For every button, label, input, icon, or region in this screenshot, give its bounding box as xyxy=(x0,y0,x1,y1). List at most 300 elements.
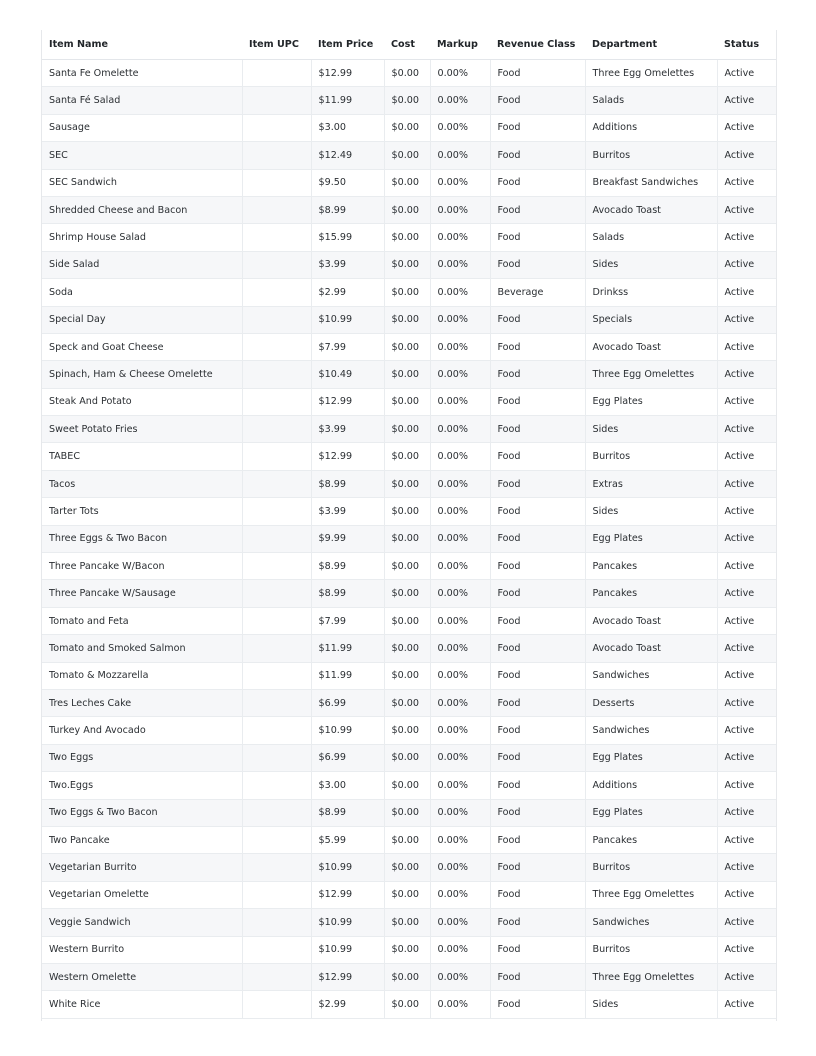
cell-revenue-class: Food xyxy=(490,936,585,963)
cell-item-name: Soda xyxy=(42,279,242,306)
cell-revenue-class: Food xyxy=(490,662,585,689)
cell-status: Active xyxy=(717,361,776,388)
cell-cost: $0.00 xyxy=(384,60,430,87)
table-row[interactable] xyxy=(42,169,776,196)
cell-status: Active xyxy=(717,388,776,415)
table-row[interactable] xyxy=(42,498,776,525)
cell-cost: $0.00 xyxy=(384,881,430,908)
cell-status: Active xyxy=(717,881,776,908)
cell-department: Pancakes xyxy=(585,826,717,853)
cell-cost: $0.00 xyxy=(384,717,430,744)
cell-item-upc xyxy=(242,525,311,552)
cell-department: Specials xyxy=(585,306,717,333)
cell-markup: 0.00% xyxy=(430,553,490,580)
cell-markup: 0.00% xyxy=(430,306,490,333)
table-body xyxy=(42,60,776,1019)
column-header-item-name[interactable]: Item Name xyxy=(42,30,242,60)
header-row xyxy=(42,30,776,60)
cell-markup: 0.00% xyxy=(430,87,490,114)
cell-revenue-class: Food xyxy=(490,799,585,826)
cell-cost: $0.00 xyxy=(384,744,430,771)
cell-markup: 0.00% xyxy=(430,142,490,169)
cell-item-upc xyxy=(242,251,311,278)
cell-cost: $0.00 xyxy=(384,416,430,443)
cell-department: Sandwiches xyxy=(585,662,717,689)
cell-revenue-class: Food xyxy=(490,196,585,223)
cell-status: Active xyxy=(717,717,776,744)
cell-revenue-class: Food xyxy=(490,963,585,990)
cell-item-name: Vegetarian Omelette xyxy=(42,881,242,908)
cell-revenue-class: Food xyxy=(490,744,585,771)
cell-status: Active xyxy=(717,963,776,990)
cell-status: Active xyxy=(717,142,776,169)
cell-status: Active xyxy=(717,553,776,580)
cell-item-name: Two Pancake xyxy=(42,826,242,853)
cell-item-name: Two Eggs & Two Bacon xyxy=(42,799,242,826)
table-row[interactable] xyxy=(42,826,776,853)
cell-status: Active xyxy=(717,306,776,333)
cell-item-name: Shredded Cheese and Bacon xyxy=(42,196,242,223)
cell-status: Active xyxy=(717,114,776,141)
cell-item-name: Vegetarian Burrito xyxy=(42,854,242,881)
cell-revenue-class: Food xyxy=(490,525,585,552)
cell-cost: $0.00 xyxy=(384,333,430,360)
cell-revenue-class: Food xyxy=(490,87,585,114)
cell-item-upc xyxy=(242,388,311,415)
cell-department: Additions xyxy=(585,114,717,141)
cell-status: Active xyxy=(717,826,776,853)
cell-department: Pancakes xyxy=(585,580,717,607)
cell-item-price: $12.49 xyxy=(311,142,384,169)
cell-department: Breakfast Sandwiches xyxy=(585,169,717,196)
cell-item-price: $5.99 xyxy=(311,826,384,853)
cell-status: Active xyxy=(717,443,776,470)
cell-item-name: Western Omelette xyxy=(42,963,242,990)
cell-status: Active xyxy=(717,744,776,771)
column-header-revenue-class[interactable]: Revenue Class xyxy=(490,30,585,60)
cell-department: Egg Plates xyxy=(585,799,717,826)
cell-markup: 0.00% xyxy=(430,772,490,799)
table-row[interactable] xyxy=(42,306,776,333)
cell-cost: $0.00 xyxy=(384,388,430,415)
cell-revenue-class: Food xyxy=(490,635,585,662)
cell-status: Active xyxy=(717,635,776,662)
cell-revenue-class: Food xyxy=(490,251,585,278)
cell-revenue-class: Food xyxy=(490,60,585,87)
cell-status: Active xyxy=(717,689,776,716)
cell-markup: 0.00% xyxy=(430,936,490,963)
cell-item-upc xyxy=(242,114,311,141)
table-row[interactable] xyxy=(42,799,776,826)
cell-item-price: $7.99 xyxy=(311,333,384,360)
cell-item-name: Santa Fe Omelette xyxy=(42,60,242,87)
column-header-item-price[interactable]: Item Price xyxy=(311,30,384,60)
cell-revenue-class: Food xyxy=(490,443,585,470)
cell-item-price: $10.99 xyxy=(311,717,384,744)
cell-markup: 0.00% xyxy=(430,881,490,908)
cell-markup: 0.00% xyxy=(430,662,490,689)
cell-item-upc xyxy=(242,142,311,169)
cell-revenue-class: Food xyxy=(490,470,585,497)
cell-department: Three Egg Omelettes xyxy=(585,881,717,908)
cell-cost: $0.00 xyxy=(384,498,430,525)
cell-item-upc xyxy=(242,443,311,470)
cell-item-name: Tres Leches Cake xyxy=(42,689,242,716)
cell-markup: 0.00% xyxy=(430,60,490,87)
table-row[interactable] xyxy=(42,936,776,963)
cell-status: Active xyxy=(717,251,776,278)
cell-cost: $0.00 xyxy=(384,635,430,662)
table-row[interactable] xyxy=(42,87,776,114)
cell-status: Active xyxy=(717,416,776,443)
cell-item-price: $10.99 xyxy=(311,854,384,881)
cell-item-name: Tomato and Feta xyxy=(42,607,242,634)
cell-markup: 0.00% xyxy=(430,909,490,936)
cell-department: Burritos xyxy=(585,936,717,963)
cell-revenue-class: Food xyxy=(490,607,585,634)
cell-item-upc xyxy=(242,772,311,799)
cell-item-upc xyxy=(242,361,311,388)
table-row[interactable] xyxy=(42,416,776,443)
column-header-cost[interactable]: Cost xyxy=(384,30,430,60)
table-row[interactable] xyxy=(42,60,776,87)
cell-cost: $0.00 xyxy=(384,251,430,278)
cell-item-name: Sweet Potato Fries xyxy=(42,416,242,443)
cell-revenue-class: Food xyxy=(490,881,585,908)
table-row[interactable] xyxy=(42,361,776,388)
cell-item-price: $11.99 xyxy=(311,662,384,689)
cell-department: Sides xyxy=(585,498,717,525)
cell-item-upc xyxy=(242,279,311,306)
cell-item-price: $8.99 xyxy=(311,553,384,580)
cell-cost: $0.00 xyxy=(384,689,430,716)
cell-markup: 0.00% xyxy=(430,799,490,826)
table-row[interactable] xyxy=(42,251,776,278)
cell-revenue-class: Food xyxy=(490,909,585,936)
cell-cost: $0.00 xyxy=(384,224,430,251)
cell-item-price: $10.99 xyxy=(311,936,384,963)
cell-item-name: Speck and Goat Cheese xyxy=(42,333,242,360)
cell-cost: $0.00 xyxy=(384,361,430,388)
cell-item-name: Two Eggs xyxy=(42,744,242,771)
cell-markup: 0.00% xyxy=(430,196,490,223)
cell-department: Avocado Toast xyxy=(585,196,717,223)
cell-department: Salads xyxy=(585,87,717,114)
cell-revenue-class: Food xyxy=(490,854,585,881)
cell-status: Active xyxy=(717,224,776,251)
table-row[interactable] xyxy=(42,553,776,580)
cell-cost: $0.00 xyxy=(384,279,430,306)
cell-markup: 0.00% xyxy=(430,635,490,662)
table-header xyxy=(42,30,776,60)
cell-department: Three Egg Omelettes xyxy=(585,963,717,990)
table-row[interactable] xyxy=(42,279,776,306)
table-row[interactable] xyxy=(42,224,776,251)
cell-item-name: Three Eggs & Two Bacon xyxy=(42,525,242,552)
table-row[interactable] xyxy=(42,963,776,990)
cell-item-name: SEC Sandwich xyxy=(42,169,242,196)
table-row[interactable] xyxy=(42,443,776,470)
cell-revenue-class: Food xyxy=(490,498,585,525)
cell-markup: 0.00% xyxy=(430,744,490,771)
cell-item-price: $12.99 xyxy=(311,443,384,470)
cell-department: Desserts xyxy=(585,689,717,716)
items-table xyxy=(42,30,776,1019)
cell-status: Active xyxy=(717,333,776,360)
cell-department: Pancakes xyxy=(585,553,717,580)
cell-revenue-class: Food xyxy=(490,717,585,744)
cell-item-price: $10.49 xyxy=(311,361,384,388)
table-row[interactable] xyxy=(42,854,776,881)
cell-item-upc xyxy=(242,799,311,826)
cell-status: Active xyxy=(717,991,776,1018)
cell-item-name: Two.Eggs xyxy=(42,772,242,799)
cell-item-price: $2.99 xyxy=(311,991,384,1018)
cell-status: Active xyxy=(717,772,776,799)
cell-status: Active xyxy=(717,87,776,114)
cell-item-name: TABEC xyxy=(42,443,242,470)
cell-item-name: Three Pancake W/Bacon xyxy=(42,553,242,580)
cell-markup: 0.00% xyxy=(430,689,490,716)
cell-item-upc xyxy=(242,991,311,1018)
cell-item-name: Steak And Potato xyxy=(42,388,242,415)
cell-cost: $0.00 xyxy=(384,306,430,333)
cell-item-price: $3.99 xyxy=(311,416,384,443)
cell-department: Three Egg Omelettes xyxy=(585,361,717,388)
cell-status: Active xyxy=(717,169,776,196)
cell-item-upc xyxy=(242,87,311,114)
cell-item-name: Santa Fé Salad xyxy=(42,87,242,114)
cell-item-name: SEC xyxy=(42,142,242,169)
cell-markup: 0.00% xyxy=(430,361,490,388)
cell-item-name: Side Salad xyxy=(42,251,242,278)
cell-item-price: $10.99 xyxy=(311,306,384,333)
cell-status: Active xyxy=(717,60,776,87)
cell-item-price: $8.99 xyxy=(311,580,384,607)
cell-revenue-class: Food xyxy=(490,306,585,333)
cell-item-name: Tacos xyxy=(42,470,242,497)
cell-item-upc xyxy=(242,963,311,990)
cell-revenue-class: Food xyxy=(490,580,585,607)
cell-markup: 0.00% xyxy=(430,991,490,1018)
cell-department: Sides xyxy=(585,251,717,278)
column-header-item-upc[interactable]: Item UPC xyxy=(242,30,311,60)
cell-markup: 0.00% xyxy=(430,224,490,251)
table-row[interactable] xyxy=(42,635,776,662)
cell-item-name: Shrimp House Salad xyxy=(42,224,242,251)
cell-item-name: Tomato & Mozzarella xyxy=(42,662,242,689)
cell-item-name: White Rice xyxy=(42,991,242,1018)
cell-item-price: $3.99 xyxy=(311,251,384,278)
cell-department: Egg Plates xyxy=(585,525,717,552)
cell-status: Active xyxy=(717,498,776,525)
cell-department: Sides xyxy=(585,991,717,1018)
cell-item-price: $3.00 xyxy=(311,114,384,141)
cell-status: Active xyxy=(717,799,776,826)
cell-cost: $0.00 xyxy=(384,169,430,196)
cell-revenue-class: Food xyxy=(490,991,585,1018)
cell-revenue-class: Food xyxy=(490,169,585,196)
cell-markup: 0.00% xyxy=(430,717,490,744)
cell-revenue-class: Food xyxy=(490,689,585,716)
table-row[interactable] xyxy=(42,196,776,223)
cell-cost: $0.00 xyxy=(384,963,430,990)
cell-item-upc xyxy=(242,498,311,525)
cell-item-upc xyxy=(242,333,311,360)
cell-item-price: $11.99 xyxy=(311,87,384,114)
cell-cost: $0.00 xyxy=(384,196,430,223)
cell-item-name: Western Burrito xyxy=(42,936,242,963)
cell-item-price: $8.99 xyxy=(311,470,384,497)
table-row[interactable] xyxy=(42,388,776,415)
cell-item-price: $9.99 xyxy=(311,525,384,552)
cell-department: Avocado Toast xyxy=(585,607,717,634)
cell-item-upc xyxy=(242,306,311,333)
cell-item-name: Veggie Sandwich xyxy=(42,909,242,936)
cell-cost: $0.00 xyxy=(384,87,430,114)
cell-department: Extras xyxy=(585,470,717,497)
table-row[interactable] xyxy=(42,881,776,908)
cell-item-price: $12.99 xyxy=(311,60,384,87)
cell-revenue-class: Food xyxy=(490,388,585,415)
cell-cost: $0.00 xyxy=(384,826,430,853)
cell-department: Burritos xyxy=(585,142,717,169)
cell-department: Avocado Toast xyxy=(585,635,717,662)
cell-department: Salads xyxy=(585,224,717,251)
cell-markup: 0.00% xyxy=(430,443,490,470)
cell-status: Active xyxy=(717,936,776,963)
cell-cost: $0.00 xyxy=(384,772,430,799)
table-row[interactable] xyxy=(42,689,776,716)
column-header-markup[interactable]: Markup xyxy=(430,30,490,60)
column-header-status[interactable]: Status xyxy=(717,30,776,60)
cell-revenue-class: Food xyxy=(490,416,585,443)
cell-markup: 0.00% xyxy=(430,114,490,141)
cell-item-upc xyxy=(242,635,311,662)
table-row[interactable] xyxy=(42,991,776,1018)
cell-item-price: $8.99 xyxy=(311,196,384,223)
cell-revenue-class: Food xyxy=(490,772,585,799)
cell-markup: 0.00% xyxy=(430,854,490,881)
cell-item-name: Special Day xyxy=(42,306,242,333)
cell-item-price: $8.99 xyxy=(311,799,384,826)
cell-item-upc xyxy=(242,881,311,908)
cell-status: Active xyxy=(717,580,776,607)
cell-item-name: Spinach, Ham & Cheese Omelette xyxy=(42,361,242,388)
table-row[interactable] xyxy=(42,744,776,771)
cell-revenue-class: Food xyxy=(490,361,585,388)
cell-item-upc xyxy=(242,662,311,689)
column-header-department[interactable]: Department xyxy=(585,30,717,60)
cell-department: Sandwiches xyxy=(585,717,717,744)
cell-item-price: $3.00 xyxy=(311,772,384,799)
cell-item-upc xyxy=(242,169,311,196)
cell-markup: 0.00% xyxy=(430,169,490,196)
table-row[interactable] xyxy=(42,662,776,689)
cell-department: Additions xyxy=(585,772,717,799)
cell-department: Egg Plates xyxy=(585,744,717,771)
items-table-container xyxy=(41,30,777,1021)
cell-department: Drinkss xyxy=(585,279,717,306)
cell-cost: $0.00 xyxy=(384,525,430,552)
cell-department: Sides xyxy=(585,416,717,443)
cell-revenue-class: Food xyxy=(490,553,585,580)
cell-item-upc xyxy=(242,744,311,771)
table-row[interactable] xyxy=(42,580,776,607)
cell-department: Egg Plates xyxy=(585,388,717,415)
table-row[interactable] xyxy=(42,114,776,141)
cell-status: Active xyxy=(717,196,776,223)
cell-markup: 0.00% xyxy=(430,279,490,306)
cell-item-name: Tomato and Smoked Salmon xyxy=(42,635,242,662)
cell-department: Burritos xyxy=(585,443,717,470)
table-row[interactable] xyxy=(42,470,776,497)
cell-markup: 0.00% xyxy=(430,333,490,360)
table-row[interactable] xyxy=(42,717,776,744)
cell-item-upc xyxy=(242,470,311,497)
table-row[interactable] xyxy=(42,142,776,169)
cell-item-price: $10.99 xyxy=(311,909,384,936)
cell-item-upc xyxy=(242,689,311,716)
cell-status: Active xyxy=(717,854,776,881)
cell-revenue-class: Food xyxy=(490,333,585,360)
cell-item-upc xyxy=(242,936,311,963)
cell-item-upc xyxy=(242,854,311,881)
table-row[interactable] xyxy=(42,525,776,552)
cell-item-price: $6.99 xyxy=(311,689,384,716)
table-row[interactable] xyxy=(42,772,776,799)
cell-cost: $0.00 xyxy=(384,662,430,689)
cell-markup: 0.00% xyxy=(430,525,490,552)
cell-department: Burritos xyxy=(585,854,717,881)
cell-status: Active xyxy=(717,662,776,689)
cell-item-price: $15.99 xyxy=(311,224,384,251)
cell-cost: $0.00 xyxy=(384,470,430,497)
cell-cost: $0.00 xyxy=(384,553,430,580)
cell-item-upc xyxy=(242,553,311,580)
cell-department: Sandwiches xyxy=(585,909,717,936)
cell-item-upc xyxy=(242,196,311,223)
cell-markup: 0.00% xyxy=(430,416,490,443)
cell-status: Active xyxy=(717,607,776,634)
cell-cost: $0.00 xyxy=(384,936,430,963)
cell-markup: 0.00% xyxy=(430,963,490,990)
cell-item-name: Sausage xyxy=(42,114,242,141)
cell-item-upc xyxy=(242,60,311,87)
cell-markup: 0.00% xyxy=(430,607,490,634)
cell-department: Three Egg Omelettes xyxy=(585,60,717,87)
cell-markup: 0.00% xyxy=(430,580,490,607)
cell-revenue-class: Food xyxy=(490,826,585,853)
cell-cost: $0.00 xyxy=(384,854,430,881)
cell-cost: $0.00 xyxy=(384,142,430,169)
cell-item-price: $7.99 xyxy=(311,607,384,634)
cell-markup: 0.00% xyxy=(430,498,490,525)
cell-item-name: Three Pancake W/Sausage xyxy=(42,580,242,607)
cell-item-price: $3.99 xyxy=(311,498,384,525)
table-row[interactable] xyxy=(42,333,776,360)
cell-item-price: $12.99 xyxy=(311,388,384,415)
cell-revenue-class: Food xyxy=(490,114,585,141)
cell-item-name: Turkey And Avocado xyxy=(42,717,242,744)
cell-department: Avocado Toast xyxy=(585,333,717,360)
cell-cost: $0.00 xyxy=(384,443,430,470)
table-row[interactable] xyxy=(42,909,776,936)
cell-revenue-class: Food xyxy=(490,224,585,251)
table-row[interactable] xyxy=(42,607,776,634)
cell-item-upc xyxy=(242,580,311,607)
cell-cost: $0.00 xyxy=(384,991,430,1018)
